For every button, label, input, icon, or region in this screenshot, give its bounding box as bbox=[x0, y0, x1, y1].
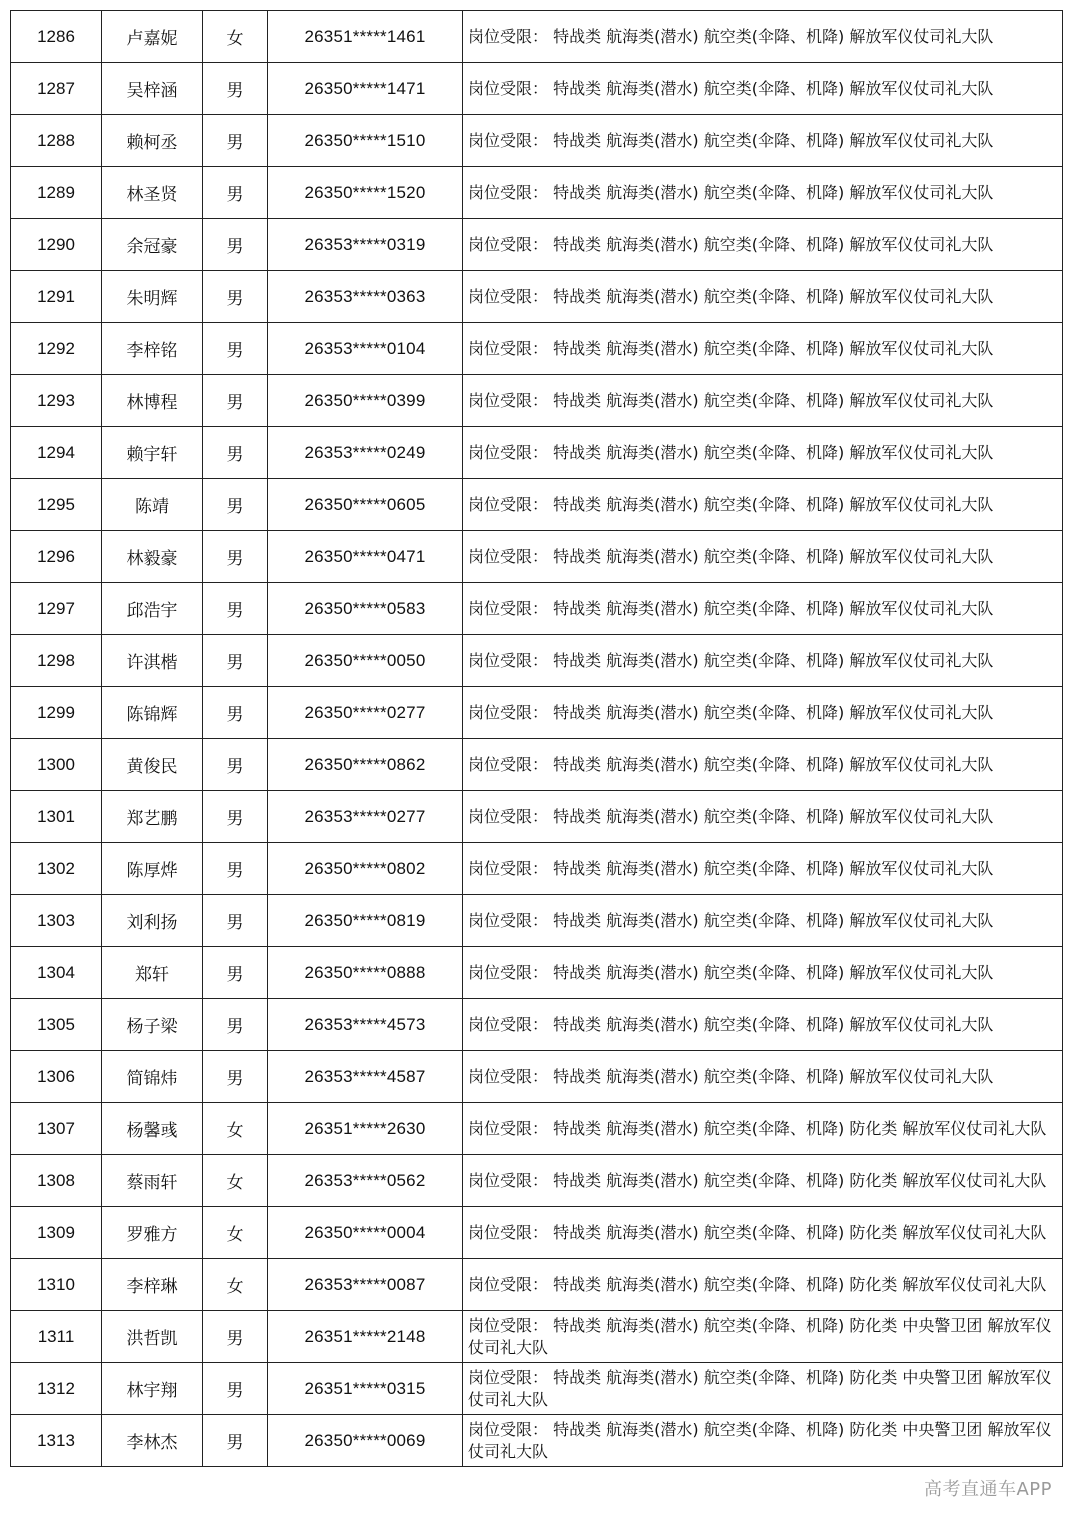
name-cell: 洪哲凯 bbox=[102, 1311, 203, 1363]
row-number-cell: 1308 bbox=[11, 1155, 102, 1207]
table-row bbox=[11, 219, 1063, 271]
table-row bbox=[11, 63, 1063, 115]
table-row bbox=[11, 1311, 1063, 1363]
gender-cell: 男 bbox=[203, 687, 268, 739]
name-cell: 郑轩 bbox=[102, 947, 203, 999]
restriction-note-cell: 岗位受限： 特战类 航海类(潜水) 航空类(伞降、机降) 防化类 解放军仪仗司礼大队 bbox=[463, 1259, 1063, 1311]
restriction-note-cell: 岗位受限： 特战类 航海类(潜水) 航空类(伞降、机降) 解放军仪仗司礼大队 bbox=[463, 63, 1063, 115]
row-number-cell: 1294 bbox=[11, 427, 102, 479]
name-cell: 李林杰 bbox=[102, 1415, 203, 1467]
candidate-id-cell: 26350*****0583 bbox=[268, 583, 463, 635]
row-number-cell: 1288 bbox=[11, 115, 102, 167]
candidate-id-cell: 26350*****0004 bbox=[268, 1207, 463, 1259]
table-row bbox=[11, 739, 1063, 791]
restriction-note-cell: 岗位受限： 特战类 航海类(潜水) 航空类(伞降、机降) 防化类 解放军仪仗司礼大队 bbox=[463, 1155, 1063, 1207]
gender-cell: 男 bbox=[203, 1051, 268, 1103]
candidate-id-cell: 26353*****4587 bbox=[268, 1051, 463, 1103]
row-number-cell: 1289 bbox=[11, 167, 102, 219]
name-cell: 许淇楷 bbox=[102, 635, 203, 687]
row-number-cell: 1286 bbox=[11, 11, 102, 63]
candidate-id-cell: 26350*****1471 bbox=[268, 63, 463, 115]
name-cell: 赖柯丞 bbox=[102, 115, 203, 167]
restriction-note-cell: 岗位受限： 特战类 航海类(潜水) 航空类(伞降、机降) 防化类 中央警卫团 解放军仪仗司礼大队 bbox=[463, 1415, 1063, 1467]
restriction-note-cell: 岗位受限： 特战类 航海类(潜水) 航空类(伞降、机降) 解放军仪仗司礼大队 bbox=[463, 1051, 1063, 1103]
gender-cell: 男 bbox=[203, 323, 268, 375]
name-cell: 陈厚烨 bbox=[102, 843, 203, 895]
table-row bbox=[11, 11, 1063, 63]
table-row bbox=[11, 271, 1063, 323]
name-cell: 杨子梁 bbox=[102, 999, 203, 1051]
candidate-id-cell: 26351*****2630 bbox=[268, 1103, 463, 1155]
row-number-cell: 1298 bbox=[11, 635, 102, 687]
candidate-id-cell: 26350*****0802 bbox=[268, 843, 463, 895]
gender-cell: 男 bbox=[203, 271, 268, 323]
table-row bbox=[11, 999, 1063, 1051]
table-row bbox=[11, 635, 1063, 687]
name-cell: 蔡雨轩 bbox=[102, 1155, 203, 1207]
candidate-id-cell: 26350*****0471 bbox=[268, 531, 463, 583]
table-row bbox=[11, 1207, 1063, 1259]
row-number-cell: 1309 bbox=[11, 1207, 102, 1259]
name-cell: 余冠豪 bbox=[102, 219, 203, 271]
name-cell: 李梓铭 bbox=[102, 323, 203, 375]
name-cell: 陈靖 bbox=[102, 479, 203, 531]
row-number-cell: 1296 bbox=[11, 531, 102, 583]
row-number-cell: 1311 bbox=[11, 1311, 102, 1363]
gender-cell: 男 bbox=[203, 219, 268, 271]
table-row bbox=[11, 947, 1063, 999]
restriction-note-cell: 岗位受限： 特战类 航海类(潜水) 航空类(伞降、机降) 解放军仪仗司礼大队 bbox=[463, 531, 1063, 583]
restriction-note-cell: 岗位受限： 特战类 航海类(潜水) 航空类(伞降、机降) 解放军仪仗司礼大队 bbox=[463, 895, 1063, 947]
restriction-note-cell: 岗位受限： 特战类 航海类(潜水) 航空类(伞降、机降) 解放军仪仗司礼大队 bbox=[463, 323, 1063, 375]
candidate-id-cell: 26351*****2148 bbox=[268, 1311, 463, 1363]
candidate-id-cell: 26353*****0087 bbox=[268, 1259, 463, 1311]
gender-cell: 男 bbox=[203, 635, 268, 687]
candidate-id-cell: 26350*****0399 bbox=[268, 375, 463, 427]
candidate-id-cell: 26350*****0069 bbox=[268, 1415, 463, 1467]
row-number-cell: 1301 bbox=[11, 791, 102, 843]
table-row bbox=[11, 375, 1063, 427]
gender-cell: 男 bbox=[203, 999, 268, 1051]
name-cell: 郑艺鹏 bbox=[102, 791, 203, 843]
name-cell: 刘利扬 bbox=[102, 895, 203, 947]
name-cell: 林圣贤 bbox=[102, 167, 203, 219]
candidate-id-cell: 26350*****1510 bbox=[268, 115, 463, 167]
table-row bbox=[11, 687, 1063, 739]
name-cell: 罗雅方 bbox=[102, 1207, 203, 1259]
candidate-table-body bbox=[11, 11, 1063, 1467]
name-cell: 林毅豪 bbox=[102, 531, 203, 583]
restriction-note-cell: 岗位受限： 特战类 航海类(潜水) 航空类(伞降、机降) 解放军仪仗司礼大队 bbox=[463, 167, 1063, 219]
gender-cell: 男 bbox=[203, 583, 268, 635]
table-row bbox=[11, 1259, 1063, 1311]
watermark-text: 高考直通车APP bbox=[923, 1479, 1052, 1500]
name-cell: 赖宇轩 bbox=[102, 427, 203, 479]
candidate-id-cell: 26353*****0249 bbox=[268, 427, 463, 479]
table-row bbox=[11, 791, 1063, 843]
row-number-cell: 1306 bbox=[11, 1051, 102, 1103]
restriction-note-cell: 岗位受限： 特战类 航海类(潜水) 航空类(伞降、机降) 解放军仪仗司礼大队 bbox=[463, 219, 1063, 271]
name-cell: 林宇翔 bbox=[102, 1363, 203, 1415]
name-cell: 简锦炜 bbox=[102, 1051, 203, 1103]
restriction-note-cell: 岗位受限： 特战类 航海类(潜水) 航空类(伞降、机降) 解放军仪仗司礼大队 bbox=[463, 427, 1063, 479]
candidate-id-cell: 26350*****0277 bbox=[268, 687, 463, 739]
restriction-note-cell: 岗位受限： 特战类 航海类(潜水) 航空类(伞降、机降) 解放军仪仗司礼大队 bbox=[463, 843, 1063, 895]
gender-cell: 男 bbox=[203, 115, 268, 167]
restriction-note-cell: 岗位受限： 特战类 航海类(潜水) 航空类(伞降、机降) 解放军仪仗司礼大队 bbox=[463, 271, 1063, 323]
restriction-note-cell: 岗位受限： 特战类 航海类(潜水) 航空类(伞降、机降) 解放军仪仗司礼大队 bbox=[463, 375, 1063, 427]
row-number-cell: 1291 bbox=[11, 271, 102, 323]
row-number-cell: 1312 bbox=[11, 1363, 102, 1415]
restriction-note-cell: 岗位受限： 特战类 航海类(潜水) 航空类(伞降、机降) 解放军仪仗司礼大队 bbox=[463, 11, 1063, 63]
restriction-note-cell: 岗位受限： 特战类 航海类(潜水) 航空类(伞降、机降) 解放军仪仗司礼大队 bbox=[463, 479, 1063, 531]
candidate-id-cell: 26350*****0050 bbox=[268, 635, 463, 687]
row-number-cell: 1302 bbox=[11, 843, 102, 895]
gender-cell: 女 bbox=[203, 1103, 268, 1155]
name-cell: 邱浩宇 bbox=[102, 583, 203, 635]
row-number-cell: 1310 bbox=[11, 1259, 102, 1311]
candidate-id-cell: 26353*****4573 bbox=[268, 999, 463, 1051]
gender-cell: 男 bbox=[203, 1415, 268, 1467]
candidate-id-cell: 26353*****0562 bbox=[268, 1155, 463, 1207]
row-number-cell: 1287 bbox=[11, 63, 102, 115]
table-row bbox=[11, 115, 1063, 167]
gender-cell: 男 bbox=[203, 895, 268, 947]
row-number-cell: 1292 bbox=[11, 323, 102, 375]
name-cell: 吴梓涵 bbox=[102, 63, 203, 115]
table-row bbox=[11, 479, 1063, 531]
candidate-id-cell: 26350*****0888 bbox=[268, 947, 463, 999]
name-cell: 杨馨彧 bbox=[102, 1103, 203, 1155]
row-number-cell: 1313 bbox=[11, 1415, 102, 1467]
name-cell: 朱明辉 bbox=[102, 271, 203, 323]
name-cell: 陈锦辉 bbox=[102, 687, 203, 739]
gender-cell: 男 bbox=[203, 375, 268, 427]
row-number-cell: 1297 bbox=[11, 583, 102, 635]
candidate-id-cell: 26350*****0605 bbox=[268, 479, 463, 531]
gender-cell: 男 bbox=[203, 63, 268, 115]
restriction-note-cell: 岗位受限： 特战类 航海类(潜水) 航空类(伞降、机降) 解放军仪仗司礼大队 bbox=[463, 791, 1063, 843]
name-cell: 林博程 bbox=[102, 375, 203, 427]
gender-cell: 女 bbox=[203, 1155, 268, 1207]
restriction-note-cell: 岗位受限： 特战类 航海类(潜水) 航空类(伞降、机降) 防化类 解放军仪仗司礼大队 bbox=[463, 1103, 1063, 1155]
table-row bbox=[11, 843, 1063, 895]
restriction-note-cell: 岗位受限： 特战类 航海类(潜水) 航空类(伞降、机降) 解放军仪仗司礼大队 bbox=[463, 635, 1063, 687]
restriction-note-cell: 岗位受限： 特战类 航海类(潜水) 航空类(伞降、机降) 解放军仪仗司礼大队 bbox=[463, 583, 1063, 635]
row-number-cell: 1307 bbox=[11, 1103, 102, 1155]
row-number-cell: 1305 bbox=[11, 999, 102, 1051]
table-row bbox=[11, 1363, 1063, 1415]
restriction-note-cell: 岗位受限： 特战类 航海类(潜水) 航空类(伞降、机降) 解放军仪仗司礼大队 bbox=[463, 687, 1063, 739]
table-row bbox=[11, 531, 1063, 583]
gender-cell: 男 bbox=[203, 843, 268, 895]
gender-cell: 男 bbox=[203, 1311, 268, 1363]
gender-cell: 女 bbox=[203, 1207, 268, 1259]
candidate-id-cell: 26353*****0277 bbox=[268, 791, 463, 843]
candidate-id-cell: 26351*****0315 bbox=[268, 1363, 463, 1415]
gender-cell: 男 bbox=[203, 167, 268, 219]
table-row bbox=[11, 1103, 1063, 1155]
row-number-cell: 1300 bbox=[11, 739, 102, 791]
gender-cell: 女 bbox=[203, 1259, 268, 1311]
table-row bbox=[11, 427, 1063, 479]
row-number-cell: 1299 bbox=[11, 687, 102, 739]
restriction-note-cell: 岗位受限： 特战类 航海类(潜水) 航空类(伞降、机降) 解放军仪仗司礼大队 bbox=[463, 739, 1063, 791]
row-number-cell: 1295 bbox=[11, 479, 102, 531]
candidate-id-cell: 26350*****0819 bbox=[268, 895, 463, 947]
candidate-id-cell: 26351*****1461 bbox=[268, 11, 463, 63]
candidate-id-cell: 26350*****1520 bbox=[268, 167, 463, 219]
gender-cell: 男 bbox=[203, 479, 268, 531]
gender-cell: 男 bbox=[203, 427, 268, 479]
table-row bbox=[11, 1155, 1063, 1207]
candidate-table bbox=[10, 10, 1063, 1467]
restriction-note-cell: 岗位受限： 特战类 航海类(潜水) 航空类(伞降、机降) 防化类 解放军仪仗司礼大队 bbox=[463, 1207, 1063, 1259]
row-number-cell: 1290 bbox=[11, 219, 102, 271]
candidate-id-cell: 26353*****0319 bbox=[268, 219, 463, 271]
table-row bbox=[11, 1051, 1063, 1103]
gender-cell: 男 bbox=[203, 1363, 268, 1415]
candidate-id-cell: 26353*****0363 bbox=[268, 271, 463, 323]
gender-cell: 男 bbox=[203, 791, 268, 843]
candidate-id-cell: 26350*****0862 bbox=[268, 739, 463, 791]
restriction-note-cell: 岗位受限： 特战类 航海类(潜水) 航空类(伞降、机降) 解放军仪仗司礼大队 bbox=[463, 115, 1063, 167]
gender-cell: 男 bbox=[203, 531, 268, 583]
restriction-note-cell: 岗位受限： 特战类 航海类(潜水) 航空类(伞降、机降) 防化类 中央警卫团 解放军仪仗司礼大队 bbox=[463, 1363, 1063, 1415]
table-row bbox=[11, 583, 1063, 635]
gender-cell: 女 bbox=[203, 11, 268, 63]
table-row bbox=[11, 1415, 1063, 1467]
candidate-id-cell: 26353*****0104 bbox=[268, 323, 463, 375]
row-number-cell: 1303 bbox=[11, 895, 102, 947]
name-cell: 黄俊民 bbox=[102, 739, 203, 791]
restriction-note-cell: 岗位受限： 特战类 航海类(潜水) 航空类(伞降、机降) 解放军仪仗司礼大队 bbox=[463, 947, 1063, 999]
table-row bbox=[11, 167, 1063, 219]
name-cell: 李梓琳 bbox=[102, 1259, 203, 1311]
restriction-note-cell: 岗位受限： 特战类 航海类(潜水) 航空类(伞降、机降) 解放军仪仗司礼大队 bbox=[463, 999, 1063, 1051]
name-cell: 卢嘉妮 bbox=[102, 11, 203, 63]
row-number-cell: 1293 bbox=[11, 375, 102, 427]
restriction-note-cell: 岗位受限： 特战类 航海类(潜水) 航空类(伞降、机降) 防化类 中央警卫团 解放军仪仗司礼大队 bbox=[463, 1311, 1063, 1363]
table-row bbox=[11, 323, 1063, 375]
gender-cell: 男 bbox=[203, 739, 268, 791]
gender-cell: 男 bbox=[203, 947, 268, 999]
table-row bbox=[11, 895, 1063, 947]
row-number-cell: 1304 bbox=[11, 947, 102, 999]
